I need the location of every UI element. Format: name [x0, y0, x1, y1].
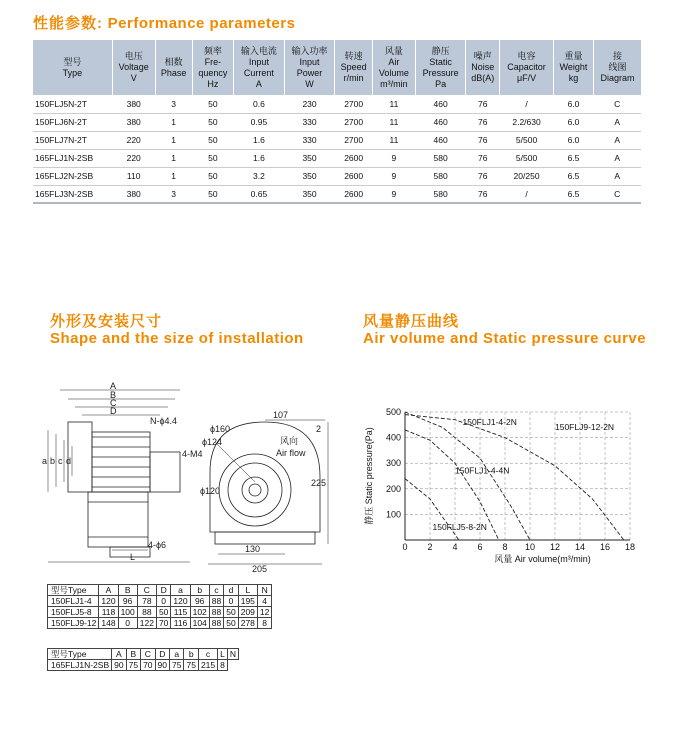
perf-col-header-line: 风量: [384, 45, 403, 56]
perf-table-cell: 2700: [335, 113, 373, 131]
dim-2: 2: [316, 424, 322, 434]
dim-table-cell: 12: [257, 607, 271, 618]
dim-table-cell: 4: [257, 596, 271, 607]
dim-table-cell: L: [238, 585, 257, 596]
perf-col-header-line: Speed: [340, 62, 367, 72]
chart-x-tick-label: 18: [624, 542, 636, 552]
perf-table-cell: 1: [155, 131, 192, 149]
perf-col-header-line: 转速: [344, 51, 363, 61]
dim-table-cell: a: [171, 585, 190, 596]
dim-table-cell: 88: [209, 607, 223, 618]
perf-table-cell: 6.0: [553, 113, 593, 131]
perf-table-cell: 3.2: [234, 167, 285, 185]
perf-table-cell: 0.6: [234, 95, 285, 113]
perf-table-cell: A: [594, 131, 642, 149]
perf-table-cell: 2700: [335, 131, 373, 149]
perf-body: [33, 95, 641, 203]
perf-table-row: [33, 185, 641, 203]
perf-table-cell: 6.0: [553, 95, 593, 113]
perf-table-cell: 350: [284, 185, 335, 203]
dim-table-cell: 50: [224, 618, 238, 629]
dim-table-cell: 96: [118, 596, 137, 607]
perf-table-cell: 350: [284, 167, 335, 185]
perf-table-cell: 165FLJ2N-2SB: [33, 167, 112, 185]
dim-table-cell: 278: [238, 618, 257, 629]
dim-table-cell: 型号Type: [48, 585, 99, 596]
dim-phi124: ϕ124: [202, 437, 223, 447]
perf-col-header-line: Diagram: [600, 73, 635, 83]
dim-table-cell: 150FLJ1-4: [48, 596, 99, 607]
dim-table-cell: A: [112, 649, 126, 660]
perf-title-en: Performance parameters: [107, 15, 296, 32]
perf-table-cell: 330: [284, 113, 335, 131]
dim-table-cell: 75: [184, 660, 198, 671]
dim-table-cell: 150FLJ9-12: [48, 618, 99, 629]
perf-table-cell: 2.2/630: [500, 113, 554, 131]
dim-table-row: [48, 607, 272, 618]
shape-title-en: Shape and the size of installation: [50, 330, 304, 347]
installation-drawing: [40, 382, 340, 577]
dim-table-cell: 118: [99, 607, 118, 618]
dim-table-cell: 195: [238, 596, 257, 607]
perf-col-header-line: Air: [388, 56, 400, 67]
perf-col-header: [192, 40, 234, 95]
curve-title-en: Air volume and Static pressure curve: [363, 330, 647, 347]
dim-table-cell: b: [184, 649, 198, 660]
dim-table-cell: 75: [170, 660, 184, 671]
perf-table-cell: 9: [372, 167, 415, 185]
dim-table-cell: 8: [218, 660, 228, 671]
chart-series-label: 150FLJ1-4-4N: [455, 465, 510, 476]
perf-title: [33, 12, 295, 33]
perf-col-header-line: 重量: [564, 51, 583, 61]
perf-table-cell: /: [500, 185, 554, 203]
dim-table-cell: 50: [224, 607, 238, 618]
perf-col-header-line: Type: [62, 67, 83, 78]
perf-table-cell: 350: [284, 149, 335, 167]
perf-table-cell: 76: [466, 131, 500, 149]
perf-table-cell: 110: [112, 167, 155, 185]
dim-d: d: [66, 456, 72, 466]
perf-table-cell: 380: [112, 185, 155, 203]
airflow-label-cn: 风向: [280, 436, 299, 446]
dimension-table-1: [47, 584, 272, 629]
perf-table-cell: 76: [466, 185, 500, 203]
perf-col-header-line: Current: [243, 67, 274, 78]
airflow-label-en: Air flow: [276, 448, 306, 458]
perf-col-header: [372, 40, 415, 95]
perf-table-cell: 580: [415, 149, 466, 167]
dim-table-cell: A: [99, 585, 118, 596]
perf-header-row: [33, 40, 641, 95]
perf-table-cell: 50: [192, 185, 234, 203]
perf-col-header-line: V: [130, 73, 137, 83]
chart-x-tick-label: 0: [402, 542, 408, 552]
air-pressure-chart: [360, 400, 650, 570]
dim-table-cell: c: [209, 585, 223, 596]
perf-table-cell: C: [594, 95, 642, 113]
perf-title-cn: 性能参数:: [33, 15, 103, 32]
perf-table-row: [33, 95, 641, 113]
dim-table-header-row: [48, 585, 272, 596]
dim-table-cell: 148: [99, 618, 118, 629]
chart-x-axis-label: 风量 Air volume(m³/min): [494, 554, 591, 564]
perf-col-header: [234, 40, 285, 95]
dimension-table-2: [47, 648, 239, 671]
perf-col-header-line: 输入电流: [240, 45, 277, 56]
perf-table-cell: 6.5: [553, 185, 593, 203]
perf-table-cell: A: [594, 149, 642, 167]
dim-table-cell: 115: [171, 607, 190, 618]
dim-table-cell: 104: [190, 618, 209, 629]
perf-table-cell: 6.5: [553, 167, 593, 185]
curve-title-cn: 风量静压曲线: [363, 313, 460, 330]
dim-107: 107: [273, 410, 289, 420]
perf-col-header-line: Capacitor: [507, 62, 546, 72]
dim-table-cell: 8: [257, 618, 271, 629]
dim-table-cell: 50: [156, 607, 170, 618]
perf-col-header-line: Pressure: [422, 67, 459, 78]
perf-col-header-line: 相数: [164, 56, 183, 67]
dim-table-cell: 90: [155, 660, 169, 671]
dim-table-cell: N: [227, 649, 238, 660]
chart-x-tick-label: 12: [549, 542, 561, 552]
dim-table-cell: 0: [156, 596, 170, 607]
dim-225: 225: [311, 478, 327, 488]
chart-y-axis-label: 静压 Static pressure(Pa): [364, 427, 374, 525]
perf-table-cell: 3: [155, 185, 192, 203]
perf-table-cell: 2600: [335, 167, 373, 185]
perf-table-cell: 580: [415, 185, 466, 203]
perf-table-cell: 230: [284, 95, 335, 113]
perf-table-cell: 76: [466, 167, 500, 185]
curve-title: [363, 313, 646, 347]
perf-col-header-line: 输入功率: [291, 45, 328, 56]
perf-table-cell: 150FLJ6N-2T: [33, 113, 112, 131]
dim-table-cell: 96: [190, 596, 209, 607]
perf-col-header: [553, 40, 593, 95]
performance-table: [33, 40, 641, 204]
perf-col-header-line: Power: [296, 67, 323, 78]
chart-x-tick-label: 8: [502, 542, 508, 552]
dim-130: 130: [245, 544, 261, 554]
perf-table-cell: 50: [192, 167, 234, 185]
perf-table-cell: 165FLJ1N-2SB: [33, 149, 112, 167]
dim-table-cell: c: [198, 649, 217, 660]
chart-x-tick-label: 16: [599, 542, 611, 552]
perf-table-cell: A: [594, 167, 642, 185]
perf-table-cell: 50: [192, 149, 234, 167]
dim-table-header-row: [48, 649, 239, 660]
perf-col-header-line: Input: [248, 56, 269, 67]
dim-table-cell: B: [118, 585, 137, 596]
perf-table-row: [33, 167, 641, 185]
perf-table-cell: 76: [466, 149, 500, 167]
dim-table-cell: 型号Type: [48, 649, 112, 660]
perf-table-cell: A: [594, 113, 642, 131]
dim-table-cell: 100: [118, 607, 137, 618]
dim-table-cell: B: [126, 649, 140, 660]
dim-table-cell: 215: [198, 660, 217, 671]
dim-table-cell: 0: [224, 596, 238, 607]
dim-table-row: [48, 596, 272, 607]
perf-table-cell: 11: [372, 131, 415, 149]
chart-y-tick-label: 100: [385, 509, 401, 520]
dim-table-cell: 70: [141, 660, 155, 671]
perf-col-header-line: 静压: [431, 45, 450, 56]
perf-table-cell: 380: [112, 113, 155, 131]
perf-col-header-line: 噪声: [473, 51, 492, 61]
dim-table-cell: N: [257, 585, 271, 596]
perf-col-header-line: μF/V: [516, 73, 537, 83]
dim-phi160: ϕ160: [210, 424, 231, 434]
dim-table-cell: 88: [209, 596, 223, 607]
chart-y-tick-label: 500: [385, 407, 401, 417]
perf-col-header-line: 线图: [608, 62, 627, 72]
perf-table-cell: 5/500: [500, 149, 554, 167]
side-view-labels: [42, 382, 177, 562]
chart-x-tick-label: 14: [574, 542, 586, 552]
dim-table-row: [48, 660, 239, 671]
perf-table-cell: 11: [372, 113, 415, 131]
dim-table-cell: L: [218, 649, 228, 660]
dim-table-cell: C: [137, 585, 156, 596]
perf-table-cell: 76: [466, 95, 500, 113]
perf-col-header-line: m³/min: [380, 78, 408, 89]
chart-series-label: 150FLJ1-4-2N: [462, 416, 517, 427]
dim-table-cell: 88: [137, 607, 156, 618]
dim-table-cell: 88: [209, 618, 223, 629]
perf-table-cell: 50: [192, 131, 234, 149]
perf-table-cell: 11: [372, 95, 415, 113]
dim-c: c: [58, 456, 63, 466]
perf-table-cell: 380: [112, 95, 155, 113]
perf-col-header-line: Voltage: [118, 62, 149, 72]
perf-table-cell: 460: [415, 95, 466, 113]
perf-col-header: [112, 40, 155, 95]
dim-N-hole: N-ϕ4.4: [150, 416, 178, 426]
dim-table-cell: 78: [137, 596, 156, 607]
dim-table-cell: 150FLJ5-8: [48, 607, 99, 618]
dim-L: L: [130, 552, 136, 562]
perf-table-cell: 2700: [335, 95, 373, 113]
perf-table-row: [33, 131, 641, 149]
perf-table-cell: 9: [372, 185, 415, 203]
perf-table-cell: 1.6: [234, 131, 285, 149]
dim-table-cell: 75: [126, 660, 140, 671]
perf-col-header-line: Fre-: [204, 56, 222, 67]
perf-table-cell: 150FLJ5N-2T: [33, 95, 112, 113]
perf-col-header-line: 电容: [517, 51, 536, 61]
perf-table-cell: 460: [415, 113, 466, 131]
dim-table-cell: D: [155, 649, 169, 660]
perf-col-header-line: r/min: [343, 73, 364, 83]
perf-table-cell: 50: [192, 113, 234, 131]
perf-col-header-line: Weight: [559, 62, 588, 72]
dim-table-cell: 120: [99, 596, 118, 607]
dim-table-cell: 122: [137, 618, 156, 629]
dim-205: 205: [252, 564, 268, 574]
dim-4-m4: 4-M4: [182, 449, 203, 459]
perf-table-cell: 6.0: [553, 131, 593, 149]
perf-col-header-line: Input: [299, 56, 320, 67]
chart-series-label: 150FLJ5-8-2N: [432, 521, 487, 532]
perf-table-cell: 460: [415, 131, 466, 149]
dim-phi120: ϕ120: [200, 486, 221, 496]
perf-table-cell: 1.6: [234, 149, 285, 167]
perf-col-header-line: kg: [568, 73, 579, 83]
dim-a: a: [42, 456, 48, 466]
dim-table-cell: 0: [118, 618, 137, 629]
perf-col-header-line: Phase: [160, 67, 187, 78]
perf-col-header-line: Hz: [207, 78, 219, 89]
shape-title-cn: 外形及安装尺寸: [50, 313, 163, 330]
perf-col-header-line: 接: [612, 51, 622, 61]
perf-table-cell: /: [500, 95, 554, 113]
dim-table-1-body: [48, 585, 272, 629]
dim-table-cell: 90: [112, 660, 126, 671]
dim-table-cell: C: [141, 649, 155, 660]
perf-col-header-line: 电压: [124, 51, 143, 61]
dim-A: A: [110, 382, 117, 391]
perf-col-header: [466, 40, 500, 95]
dim-table-2-body: [48, 649, 239, 671]
chart-y-tick-label: 400: [385, 432, 401, 443]
perf-table-cell: 220: [112, 131, 155, 149]
perf-table-cell: 150FLJ7N-2T: [33, 131, 112, 149]
dim-table-cell: 120: [171, 596, 190, 607]
perf-col-header-line: quency: [198, 67, 228, 78]
perf-col-header: [284, 40, 335, 95]
perf-table-cell: 1: [155, 149, 192, 167]
perf-col-header-line: Pa: [435, 78, 447, 89]
chart-x-tick-label: 2: [427, 542, 433, 552]
perf-table-cell: 76: [466, 113, 500, 131]
perf-table-cell: C: [594, 185, 642, 203]
shape-title: [50, 313, 304, 347]
perf-table-cell: 2600: [335, 185, 373, 203]
perf-col-header-line: Volume: [378, 67, 409, 78]
perf-col-header: [415, 40, 466, 95]
perf-col-header-line: Static: [429, 56, 452, 67]
dim-table-cell: 209: [238, 607, 257, 618]
dim-table-cell: a: [170, 649, 184, 660]
dim-b: b: [50, 456, 56, 466]
dim-table-cell: 70: [156, 618, 170, 629]
dim-B: B: [110, 390, 117, 400]
dim-D: D: [110, 406, 117, 416]
perf-table-cell: 220: [112, 149, 155, 167]
perf-table-cell: 6.5: [553, 149, 593, 167]
front-view: [208, 420, 328, 564]
chart-x-tick-label: 6: [477, 542, 483, 552]
dim-table-cell: b: [190, 585, 209, 596]
perf-table-row: [33, 113, 641, 131]
perf-table-cell: 20/250: [500, 167, 554, 185]
perf-table-cell: 0.95: [234, 113, 285, 131]
dim-table-cell: 102: [190, 607, 209, 618]
perf-col-header-line: Noise: [471, 62, 495, 72]
perf-table-cell: 3: [155, 95, 192, 113]
dim-table-cell: D: [156, 585, 170, 596]
perf-col-header: [335, 40, 373, 95]
perf-table-cell: 9: [372, 149, 415, 167]
chart-x-tick-label: 4: [452, 542, 458, 552]
perf-table-cell: 580: [415, 167, 466, 185]
perf-table-cell: 330: [284, 131, 335, 149]
perf-table-row: [33, 149, 641, 167]
perf-col-header-line: W: [305, 78, 314, 89]
perf-table-cell: 1: [155, 167, 192, 185]
perf-col-header: [155, 40, 192, 95]
chart-y-tick-label: 200: [385, 483, 401, 494]
dim-C: C: [110, 398, 117, 408]
perf-col-header-line: dB(A): [471, 73, 495, 83]
dim-table-cell: d: [224, 585, 238, 596]
dim-table-row: [48, 618, 272, 629]
perf-table-cell: 1: [155, 113, 192, 131]
perf-table-cell: 0.65: [234, 185, 285, 203]
chart-series-label: 150FLJ9-12-2N: [555, 421, 615, 432]
perf-table-cell: 2600: [335, 149, 373, 167]
dim-foot-holes: 4-ϕ6: [148, 540, 167, 550]
perf-col-header: [594, 40, 642, 95]
chart-y-tick-label: 300: [385, 458, 401, 469]
chart-x-tick-label: 10: [524, 542, 536, 552]
perf-col-header: [500, 40, 554, 95]
dim-table-cell: 116: [171, 618, 190, 629]
perf-col-header-line: 频率: [203, 45, 222, 56]
dim-table-cell: 165FLJ1N-2SB: [48, 660, 112, 671]
perf-col-header-line: A: [255, 78, 262, 89]
perf-table-cell: 50: [192, 95, 234, 113]
perf-table-cell: 5/500: [500, 131, 554, 149]
perf-col-header: [33, 40, 112, 95]
perf-col-header-line: 型号: [63, 56, 82, 67]
perf-table-cell: 165FLJ3N-2SB: [33, 185, 112, 203]
